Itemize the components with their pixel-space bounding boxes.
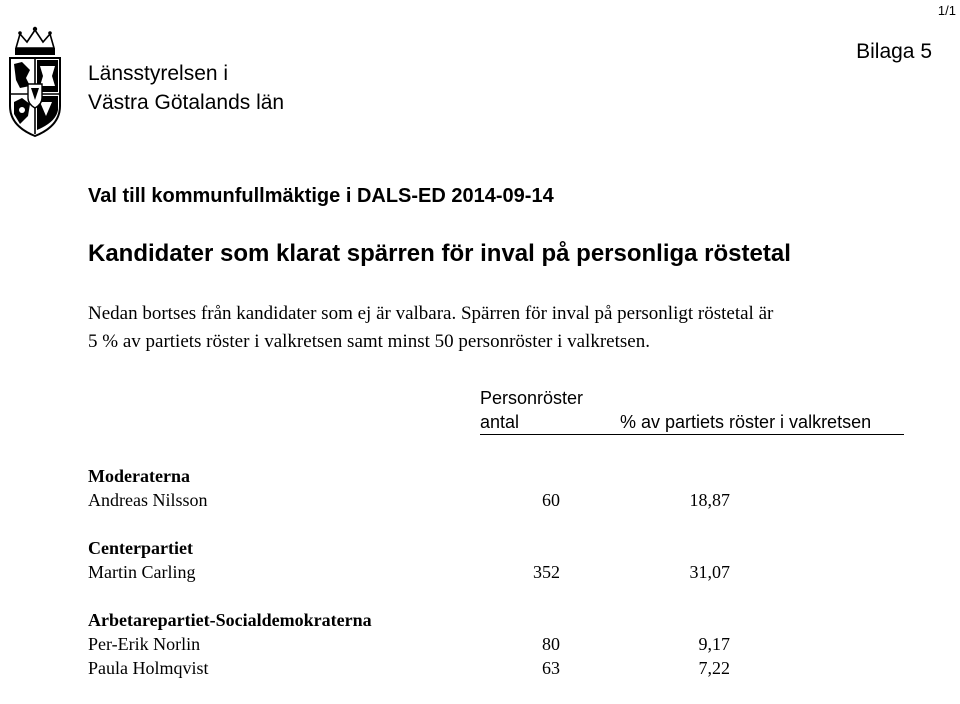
organization-line-2: Västra Götalands län <box>88 91 285 114</box>
candidate-name: Per-Erik Norlin <box>88 634 201 654</box>
coat-of-arms-icon <box>2 26 68 138</box>
candidate-name: Paula Holmqvist <box>88 658 209 678</box>
document-subtitle: Kandidater som klarat spärren för inval på personliga röstetal <box>88 240 791 267</box>
candidate-votes: 80 <box>542 634 560 654</box>
party-block <box>88 536 748 584</box>
column-header-percent: % av partiets röster i valkretsen <box>620 412 872 432</box>
column-header-votes <box>480 386 583 434</box>
table-row <box>88 632 748 656</box>
candidate-percent: 7,22 <box>698 658 730 678</box>
column-header-votes-line-1: Personröster <box>480 388 584 408</box>
intro-line-2: 5 % av partiets röster i valkretsen samt minst 50 personröster i valkretsen. <box>88 331 650 352</box>
candidate-percent: 18,87 <box>689 490 730 510</box>
table-row <box>88 656 748 680</box>
table-row <box>88 488 748 512</box>
candidate-name: Andreas Nilsson <box>88 490 208 510</box>
party-name: Moderaterna <box>88 466 190 486</box>
candidate-percent: 31,07 <box>689 562 730 582</box>
results-table <box>88 464 748 704</box>
intro-line-1: Nedan bortses från kandidater som ej är valbara. Spärren för inval på personligt röstetal är <box>88 303 774 324</box>
party-block <box>88 608 748 680</box>
organization-line-1: Länsstyrelsen i <box>88 62 229 85</box>
page-number: 1/1 <box>937 3 956 18</box>
column-header-votes-line-2: antal <box>480 412 520 432</box>
table-row <box>88 560 748 584</box>
candidate-votes: 352 <box>533 562 560 582</box>
party-block <box>88 464 748 512</box>
candidate-percent: 9,17 <box>698 634 730 654</box>
attachment-label: Bilaga 5 <box>856 40 932 63</box>
intro-text <box>88 300 928 356</box>
candidate-votes: 60 <box>542 490 560 510</box>
candidate-name: Martin Carling <box>88 562 196 582</box>
document-title: Val till kommunfullmäktige i DALS-ED 2014-09-14 <box>88 185 554 207</box>
party-name: Arbetarepartiet-Socialdemokraterna <box>88 610 372 630</box>
party-name: Centerpartiet <box>88 538 193 558</box>
candidate-votes: 63 <box>542 658 560 678</box>
organization-name <box>88 59 284 117</box>
header-divider <box>480 434 904 435</box>
